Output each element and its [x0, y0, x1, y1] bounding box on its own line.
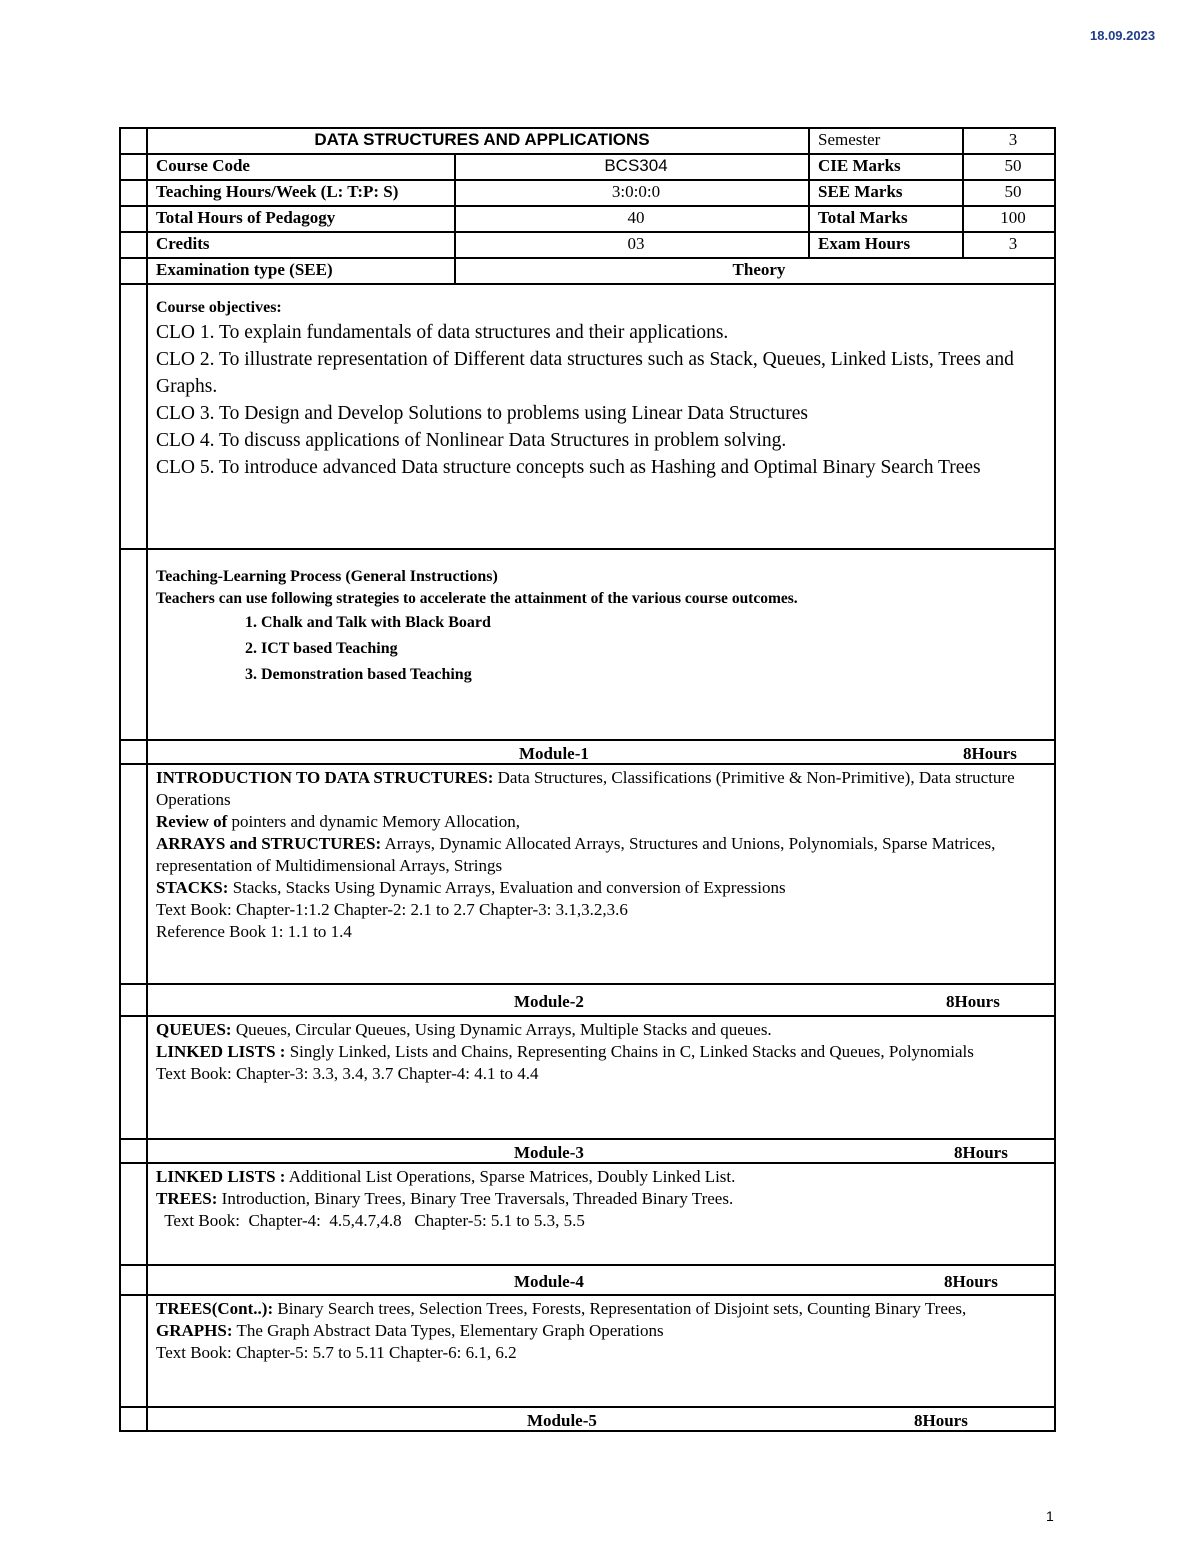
teaching-heading: Teaching-Learning Process (General Instructions)	[156, 568, 498, 585]
teaching-item: 3. Demonstration based Teaching	[261, 662, 1054, 688]
info-right-value: 3	[963, 232, 1055, 258]
module-header-row	[120, 1407, 1055, 1431]
module-hours: 8Hours	[914, 1411, 968, 1430]
document-date: 18.09.2023	[1090, 28, 1156, 43]
info-right-value: 50	[963, 154, 1055, 180]
objective-item: CLO 4. To discuss applications of Nonlinear Data Structures in problem solving.	[156, 430, 787, 451]
info-row	[120, 180, 1055, 206]
teaching-item: 1. Chalk and Talk with Black Board	[261, 610, 1054, 636]
exam-type-value: Theory	[455, 258, 1055, 284]
syllabus-table	[119, 127, 1056, 1432]
exam-type-row	[120, 258, 1055, 284]
objectives-heading: Course objectives:	[156, 299, 282, 316]
semester-label: Semester	[809, 128, 963, 154]
exam-type-label: Examination type (SEE)	[147, 258, 455, 284]
module-line: Text Book: Chapter-3: 3.3, 3.4, 3.7 Chapter-4: 4.1 to 4.4	[156, 1064, 539, 1083]
info-right-value: 100	[963, 206, 1055, 232]
module-title: Module-5	[527, 1411, 597, 1430]
module-line: LINKED LISTS : Singly Linked, Lists and Chains, Representing Chains in C, Linked Stacks and Queues, Polynomials	[156, 1042, 974, 1061]
module-line: TREES: Introduction, Binary Trees, Binary Tree Traversals, Threaded Binary Trees.	[156, 1189, 734, 1208]
module-line: INTRODUCTION TO DATA STRUCTURES: Data Structures, Classifications (Primitive & Non-Primitive), Data structure Operations	[156, 768, 1015, 809]
module-line: Text Book: Chapter-1:1.2 Chapter-2: 2.1 to 2.7 Chapter-3: 3.1,3.2,3.6	[156, 900, 628, 919]
teaching-list	[156, 610, 1054, 688]
info-label: Course Code	[147, 154, 455, 180]
teaching-item: 2. ICT based Teaching	[261, 636, 1054, 662]
info-value: 40	[455, 206, 809, 232]
module-line: QUEUES: Queues, Circular Queues, Using Dynamic Arrays, Multiple Stacks and queues.	[156, 1020, 772, 1039]
info-value: 3:0:0:0	[455, 180, 809, 206]
module-content	[147, 1163, 1055, 1265]
module-line: ARRAYS and STRUCTURES: Arrays, Dynamic Allocated Arrays, Structures and Unions, Polynomials, Sparse Matrices, representation of Multidimensional Arrays, Strings	[156, 834, 996, 875]
info-row	[120, 232, 1055, 258]
module-line: Review of pointers and dynamic Memory Allocation,	[156, 812, 520, 831]
objectives-row	[120, 284, 1055, 549]
module-hours: 8Hours	[944, 1272, 998, 1291]
module-line: Reference Book 1: 1.1 to 1.4	[156, 922, 352, 941]
module-header-row	[120, 1265, 1055, 1295]
module-header-row	[120, 984, 1055, 1016]
info-label: Total Hours of Pedagogy	[147, 206, 455, 232]
info-label: Teaching Hours/Week (L: T:P: S)	[147, 180, 455, 206]
semester-value: 3	[963, 128, 1055, 154]
module-content	[147, 1295, 1055, 1407]
module-line: Text Book: Chapter-5: 5.7 to 5.11 Chapter-6: 6.1, 6.2	[156, 1343, 517, 1362]
title-row	[120, 128, 1055, 154]
objectives-cell	[147, 284, 1055, 549]
info-value: BCS304	[455, 154, 809, 180]
objective-item: CLO 2. To illustrate representation of Different data structures such as Stack, Queues, Linked Lists, Trees and Graphs.	[156, 349, 1014, 397]
info-right-label: SEE Marks	[809, 180, 963, 206]
module-line: GRAPHS: The Graph Abstract Data Types, Elementary Graph Operations	[156, 1321, 664, 1340]
module-line: Text Book: Chapter-4: 4.5,4.7,4.8 Chapter-5: 5.1 to 5.3, 5.5	[156, 1211, 585, 1230]
module-content-row	[120, 764, 1055, 984]
module-line: STACKS: Stacks, Stacks Using Dynamic Arrays, Evaluation and conversion of Expressions	[156, 878, 786, 897]
module-hours: 8Hours	[946, 992, 1000, 1011]
info-row	[120, 154, 1055, 180]
module-line: TREES(Cont..): Binary Search trees, Selection Trees, Forests, Representation of Disjoint sets, Counting Binary Trees,	[156, 1299, 967, 1318]
objective-item: CLO 1. To explain fundamentals of data structures and their applications.	[156, 322, 729, 343]
objective-item: CLO 5. To introduce advanced Data structure concepts such as Hashing and Optimal Binary Search Trees	[156, 457, 981, 478]
info-row	[120, 206, 1055, 232]
teaching-row	[120, 549, 1055, 740]
info-label: Credits	[147, 232, 455, 258]
module-content	[147, 1016, 1055, 1139]
objective-item: CLO 3. To Design and Develop Solutions to problems using Linear Data Structures	[156, 403, 808, 424]
module-title: Module-3	[514, 1143, 584, 1162]
info-value: 03	[455, 232, 809, 258]
module-line: LINKED LISTS : Additional List Operations, Sparse Matrices, Doubly Linked List.	[156, 1167, 736, 1186]
course-title: DATA STRUCTURES AND APPLICATIONS	[147, 128, 809, 154]
module-content-row	[120, 1016, 1055, 1139]
info-right-label: CIE Marks	[809, 154, 963, 180]
module-title: Module-1	[519, 744, 589, 763]
module-title: Module-2	[514, 992, 584, 1011]
module-title: Module-4	[514, 1272, 584, 1291]
module-content-row	[120, 1295, 1055, 1407]
teaching-intro: Teachers can use following strategies to accelerate the attainment of the various course outcomes.	[156, 590, 798, 607]
module-hours: 8Hours	[954, 1143, 1008, 1162]
module-content	[147, 764, 1055, 984]
page-number: 1	[1046, 1508, 1054, 1524]
teaching-cell	[147, 549, 1055, 740]
module-header-row	[120, 740, 1055, 764]
info-right-value: 50	[963, 180, 1055, 206]
module-content-row	[120, 1163, 1055, 1265]
module-header-row	[120, 1139, 1055, 1163]
info-right-label: Total Marks	[809, 206, 963, 232]
module-hours: 8Hours	[963, 744, 1017, 763]
info-right-label: Exam Hours	[809, 232, 963, 258]
